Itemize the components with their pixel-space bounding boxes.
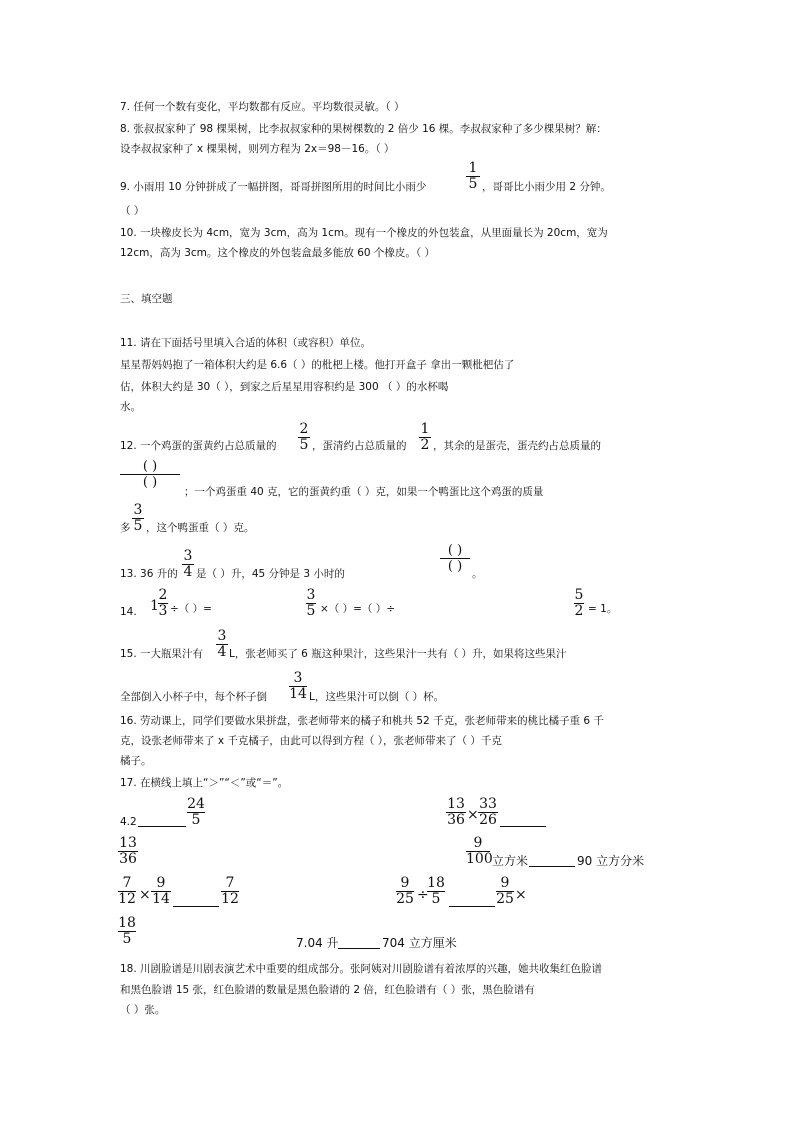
- unit-cubic-meter: 立方米: [492, 854, 529, 868]
- fraction-9-25-a: 9 25: [396, 875, 414, 907]
- mixed-number-whole: 1: [150, 598, 159, 614]
- question-12-text-e: 多: [120, 522, 131, 534]
- answer-line-6[interactable]: [338, 948, 380, 949]
- question-17: 17. 在横线上填上“＞”“＜”或“＝”。: [120, 777, 289, 789]
- question-9-text-b: ，哥哥比小雨少用 2 分钟。: [482, 181, 611, 193]
- question-7: 7. 任何一个数有变化，平均数都有反应。平均数很灵敏。（ ）: [120, 101, 405, 113]
- fraction-one-half: 1 2: [420, 421, 430, 453]
- question-9-answer: （ ）: [120, 205, 145, 217]
- question-13-text-a: 13. 36 升的: [120, 568, 178, 580]
- compare-90-cubic-dm: 90 立方分米: [577, 854, 645, 868]
- fraction-three-quarters: 3 4: [183, 548, 193, 580]
- question-12-text-f: ，这个鸭蛋重（ ）克。: [146, 522, 255, 534]
- question-18-line2: 和黑色脸谱 15 张，红色脸谱的数量是黑色脸谱的 2 倍，红色脸谱有（ ）张，黑色脸谱有: [120, 984, 535, 996]
- question-18-line3: （ ）张。: [120, 1004, 166, 1016]
- question-10-line1: 10. 一块橡皮长为 4cm，宽为 3cm，高为 1cm。现有一个橡皮的外包装盒，从里面量长为 20cm，宽为: [120, 227, 608, 239]
- fraction-two-fifths: 2 5: [299, 421, 309, 453]
- compare-7-04-liters: 7.04 升: [296, 936, 339, 950]
- fraction-three-fourteenths: 3 14: [289, 670, 307, 702]
- question-14-label: 14.: [120, 606, 137, 618]
- fraction-9-100: 9 100: [466, 835, 493, 867]
- fraction-three-fifths: 3 5: [133, 502, 143, 534]
- fraction-18-5-b: 18 5: [118, 915, 136, 947]
- question-16-line3: 橘子。: [120, 755, 152, 767]
- compare-704-cubic-cm: 704 立方厘米: [382, 936, 457, 950]
- fraction-9-25-b: 9 25: [496, 875, 514, 907]
- times-sign-3: ×: [515, 887, 527, 903]
- question-18-line1: 18. 川剧脸谱是川剧表演艺术中重要的组成部分。张阿姨对川剧脸谱有着浓厚的兴趣，她共收集红色脸谱: [120, 963, 603, 975]
- question-14-text-b: ÷（ ）=: [170, 603, 212, 615]
- question-8-line2: 设李叔叔家种了 x 棵果树，则列方程为 2x＝98－16。（ ）: [120, 143, 395, 155]
- question-12-text-d: ；一个鸡蛋重 40 克，它的蛋黄约重（ ）克，如果一个鸭蛋比这个鸡蛋的质量: [184, 486, 544, 498]
- fraction-33-26: 33 26: [479, 796, 497, 828]
- section-heading-fill-in: 三、填空题: [120, 293, 173, 305]
- question-12-text-b: ，蛋清约占总质量的: [312, 440, 407, 452]
- compare-4-2: 4.2: [120, 816, 137, 828]
- fraction-five-halves: 5 2: [574, 587, 584, 619]
- question-15-text-a: 15. 一大瓶果汁有: [120, 648, 204, 660]
- answer-line-2[interactable]: [500, 826, 546, 827]
- answer-line-5[interactable]: [449, 906, 495, 907]
- question-14-text-d: = 1。: [588, 603, 618, 615]
- fraction-18-5-a: 18 5: [427, 875, 445, 907]
- question-16-line2: 克，设张老师带来了 x 千克橘子，由此可以得到方程（ ），张老师带来了（ ）千克: [120, 735, 502, 747]
- times-sign-2: ×: [139, 887, 151, 903]
- question-15-text-c: 全部倒入小杯子中，每个杯子倒: [120, 691, 267, 703]
- question-10-line2: 12cm，高为 3cm。这个橡皮的外包装盒最多能放 60 个橡皮。（ ）: [120, 247, 436, 259]
- fraction-one-fifth: 1 5: [466, 161, 480, 192]
- question-11-line2: 星星帮妈妈抱了一箱体积大约是 6.6（ ）的枇杷上楼。他打开盒子 拿出一颗枇杷估了: [120, 359, 515, 371]
- fraction-9-14: 9 14: [152, 875, 170, 907]
- fraction-7-12-b: 7 12: [221, 875, 239, 907]
- question-11-line1: 11. 请在下面括号里填入合适的体积（或容积）单位。: [120, 337, 372, 349]
- fraction-three-quarters-b: 3 4: [217, 628, 227, 660]
- question-9-text-a: 9. 小雨用 10 分钟拼成了一幅拼图，哥哥拼图所用的时间比小雨少: [120, 181, 427, 193]
- question-16-line1: 16. 劳动课上，同学们要做水果拼盘，张老师带来的橘子和桃共 52 千克，张老师带来的桃比橘子重 6 千: [120, 715, 604, 727]
- fraction-13-36-a: 13 36: [447, 796, 465, 828]
- question-12-text-c: ，其余的是蛋壳，蛋壳约占总质量的: [433, 440, 601, 452]
- divide-sign: ÷: [417, 887, 429, 903]
- answer-line-4[interactable]: [173, 906, 219, 907]
- answer-line-3[interactable]: [529, 866, 575, 867]
- fraction-7-12-a: 7 12: [118, 875, 136, 907]
- question-13-text-c: 。: [472, 568, 483, 580]
- question-14-text-c: ×（ ）=（ ）÷: [320, 603, 396, 615]
- answer-line-1[interactable]: [138, 826, 186, 827]
- fraction-paren-blank[interactable]: ( ) ( ): [440, 543, 470, 574]
- question-11-line4: 水。: [120, 401, 141, 413]
- fraction-three-fifths-b: 3 5: [306, 587, 316, 619]
- question-8-line1: 8. 张叔叔家种了 98 棵果树，比李叔叔家种的果树棵数的 2 倍少 16 棵。李叔叔家种了多少棵果树？解：: [120, 123, 607, 135]
- fraction-24-5: 24 5: [187, 796, 205, 828]
- fraction-13-36-b: 13 36: [119, 835, 137, 867]
- times-sign-1: ×: [467, 807, 479, 823]
- question-11-line3: 估，体积大约是 30（ ），到家之后星星用容积约是 300 （ ）的水杯喝: [120, 381, 449, 393]
- fraction-answer-blank[interactable]: ( ) ( ): [120, 459, 180, 490]
- question-15-text-b: L，张老师买了 6 瓶这种果汁，这些果汁一共有（ ）升，如果将这些果汁: [229, 648, 567, 660]
- fraction-two-thirds: 2 3: [158, 587, 168, 619]
- question-13-text-b: 是（ ）升，45 分钟是 3 小时的: [196, 568, 345, 580]
- question-15-text-d: L，这些果汁可以倒（ ）杯。: [309, 691, 445, 703]
- question-12-text-a: 12. 一个鸡蛋的蛋黄约占总质量的: [120, 440, 277, 452]
